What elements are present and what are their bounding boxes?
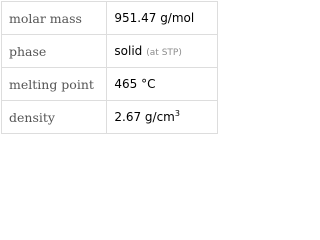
density-unit-exponent: 3 [174,109,180,118]
phase-value: solid [114,44,143,58]
table-row [2,2,218,35]
property-value [107,2,218,35]
molar-mass-value: 951.47 g/mol [114,11,195,25]
property-label: phase [2,35,107,68]
property-value [107,35,218,68]
property-value [107,68,218,101]
phase-note: (at STP) [146,48,182,58]
properties-table [1,1,218,134]
melting-point-value: 465 °C [114,77,156,91]
table-row [2,68,218,101]
property-label: molar mass [2,2,107,35]
table-row [2,101,218,134]
table-row [2,35,218,68]
property-label: melting point [2,68,107,101]
property-label: density [2,101,107,134]
property-value [107,101,218,134]
density-value: 2.67 g/cm [114,110,175,124]
